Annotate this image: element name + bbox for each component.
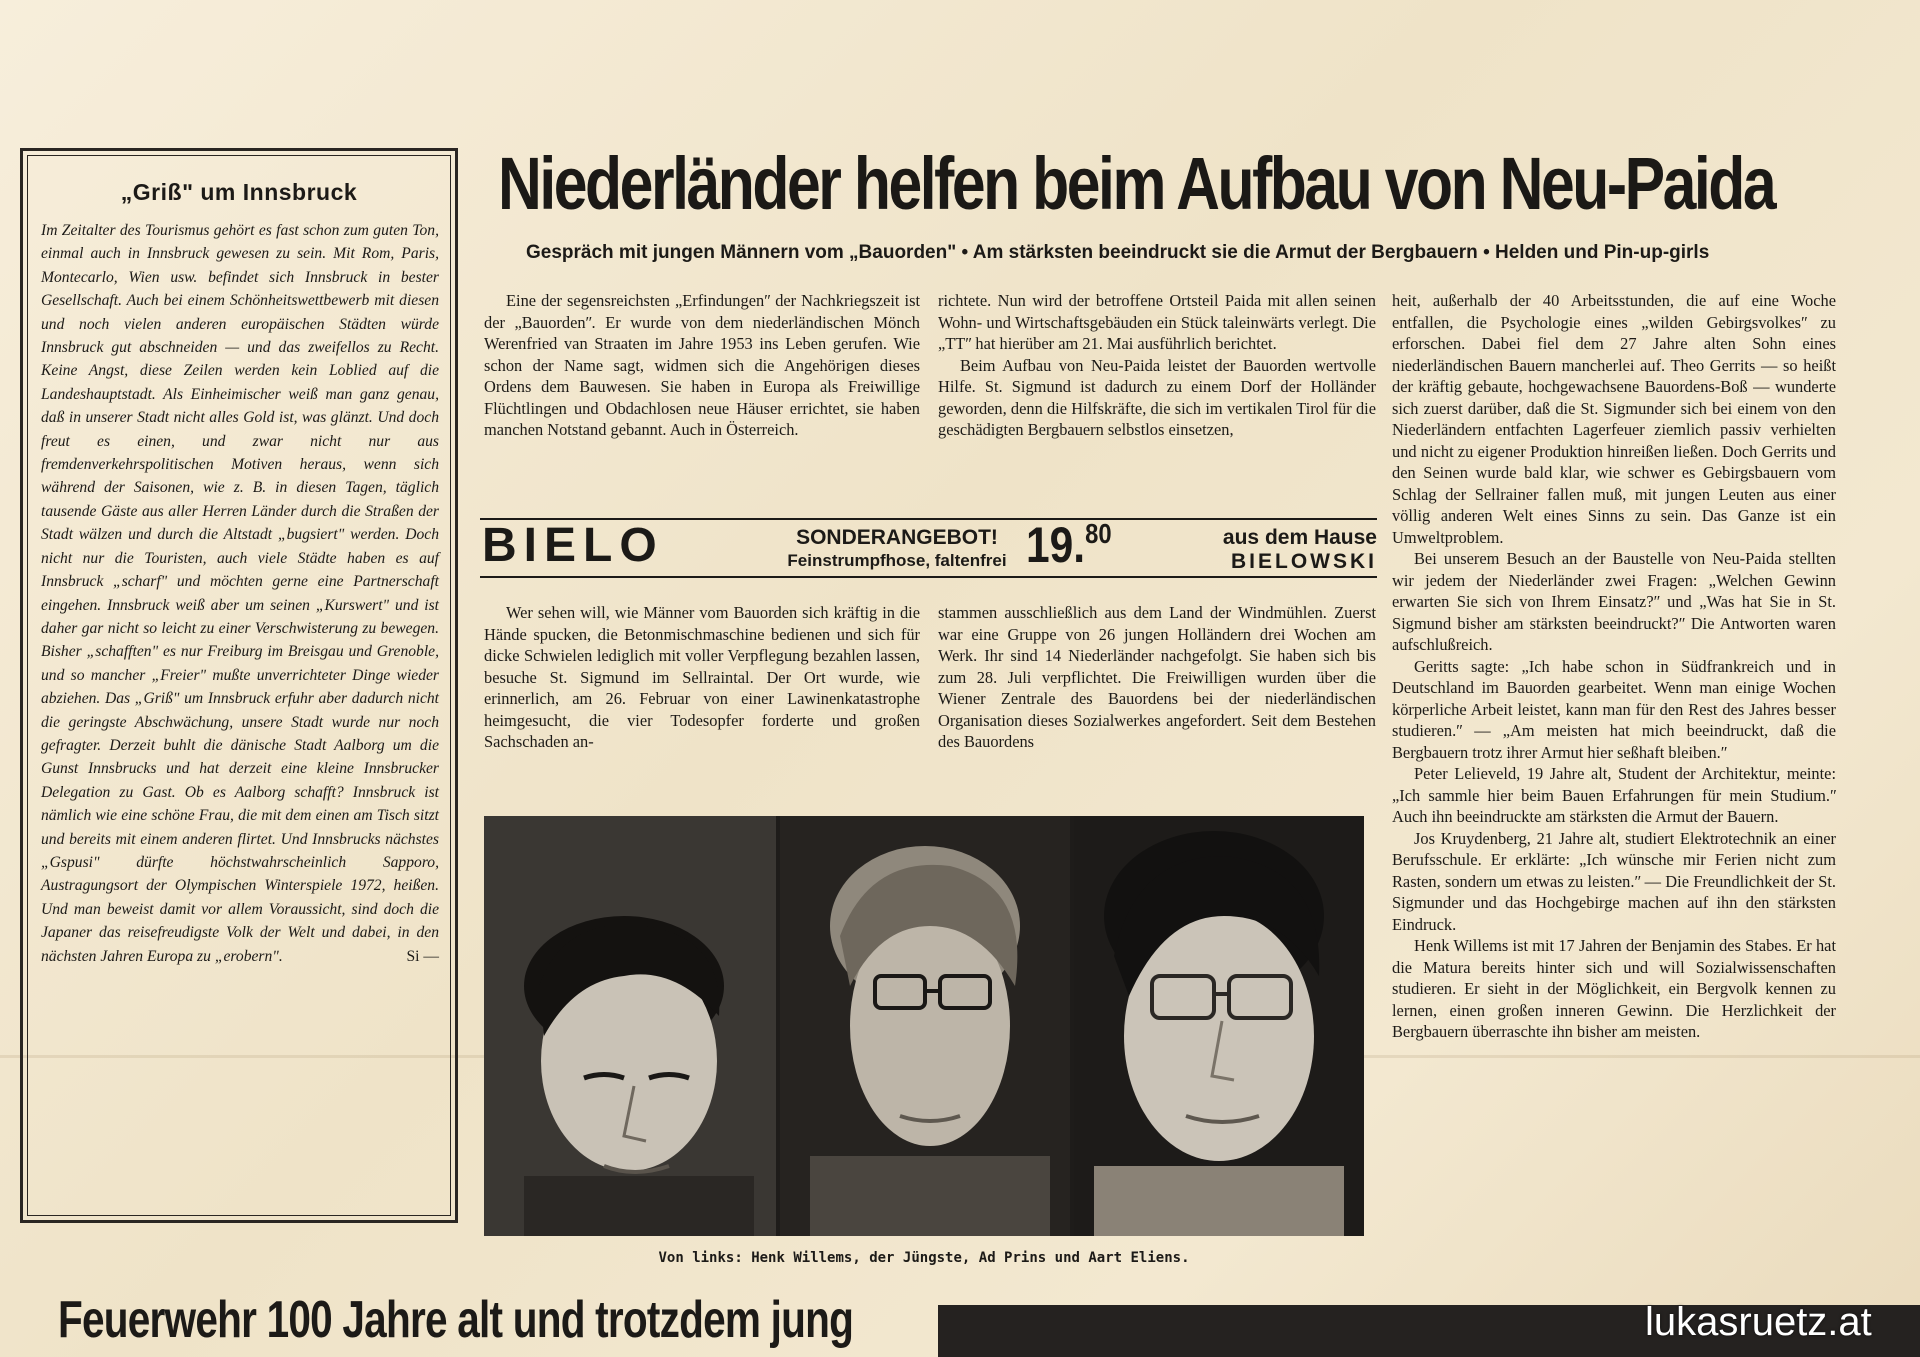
ad-house-name: BIELOWSKI (1231, 550, 1377, 573)
portrait-photo-2 (780, 816, 1070, 1236)
article-column-1-top (484, 290, 920, 441)
article-paragraph: Beim Aufbau von Neu-Paida leistet der Bauorden wertvolle Hilfe. St. Sigmund ist dadurch zu einem Dorf der Holländer geworden, denn die Hilfskräfte, die sich im vertikalen Tirol für die geschädigten Bergbauern selbstlos einsetzen, (938, 355, 1376, 439)
watermark-text: lukasruetz.at (1645, 1300, 1872, 1344)
portrait-photo-1 (484, 816, 776, 1236)
article-column-3 (1392, 290, 1836, 1043)
portrait-photo-1-image (484, 816, 776, 1236)
ad-price-main: 19. (1026, 517, 1086, 573)
ad-brand: BIELO (482, 519, 664, 572)
ad-price (1026, 516, 1112, 574)
ad-price-cents: 80 (1085, 518, 1112, 549)
article-column-2-bottom (938, 602, 1376, 753)
article-paragraph: Bei unserem Besuch an der Baustelle von Neu-Paida stellten wir jedem der Niederländer zwei Fragen: „Welchen Gewinn erwarten Sie sich von Ihrem Einsatz?ʺ und „Was hat Sie in St. Sigmund bisher am stärksten beeindruckt?ʺ Die Antworten waren aufschlußreich. (1392, 549, 1836, 654)
sidebar-title: „Grißʺ um Innsbruck (120, 179, 358, 205)
portrait-photo-3-image (1074, 816, 1364, 1236)
article-paragraph: heit, außerhalb der 40 Arbeitsstunden, die auf eine Woche entfallen, die Psychologie eines „wilden Gebirgsvolkesʺ zu erforschen. Dabei fiel dem 27 Jahre alten Sohn eines niederländischen Bauern mancherlei auf. Theo Gerrits — so heißt der kräftig gebaute, hochgewachsene Bauordens-Boß — wunderte sich zuerst darüber, daß die St. Sigmunder sich bei einem von den Niederländern entfachten Lagerfeuer ziemlich passiv verhielten und nicht zu eigener Produktion hinreißen ließen. Doch Gerrits und den Seinen wurde bald klar, wie schwer es Gebirgsbauern vom Schlag der Sellrainer fallen muß, mit jungen Leuten aus einer völlig anderen Welt eines Sinns zu sein. Das Ganze ist ein Umweltproblem. (1392, 291, 1836, 547)
ad-offer-title: SONDERANGEBOT! (796, 526, 998, 549)
photo-caption: Von links: Henk Willems, der Jüngste, Ad Prins und Aart Eliens. (658, 1250, 1190, 1266)
sidebar-column-box (20, 148, 458, 1223)
article-column-2-top (938, 290, 1376, 441)
sidebar-body (41, 219, 439, 968)
article-paragraph: stammen ausschließlich aus dem Land der Windmühlen. Zuerst war eine Gruppe von 26 jungen Holländern drei Wochen am Werk. Ihr sind 14 Niederländer nachgefolgt. Sie haben sich bis zum 28. Juli verpflichtet. Die Freiwilligen wurden über die Wiener Zentrale des Bauordens bei der niederländischen Organisation dieses Sozialwerkes angefordert. Seit dem Bestehen des Bauordens (938, 603, 1376, 751)
sidebar-text: Im Zeitalter des Tourismus gehört es fast schon zum guten Ton, einmal auch in Innsbruck gewesen zu sein. Mit Rom, Paris, Montecarlo, Wien usw. befindet sich Innsbruck in bester Gesellschaft. Auch bei einem Schönheitswettbewerb mit diesen und noch vielen anderen europäischen Städten würde Innsbruck gut abschneiden — und das zweifellos zu Recht. Keine Angst, diese Zeilen werden kein Loblied auf die Landeshauptstadt. Als Einheimischer weiß man ganz genau, daß in unserer Stadt nicht alles Gold ist, was glänzt. Und doch freut es einen, und zwar nicht nur aus fremdenverkehrspolitischen Motiven heraus, wenn sich während der Saisonen, wie z. B. in diesen Tagen, täglich tausende Gäste aus aller Herren Länder durch die Straßen der Stadt wälzen und durch die Altstadt „bugsiertʺ werden. Doch nicht nur die Touristen, auch viele Städte haben es auf Innsbruck „scharfʺ und möchten gerne eine Partnerschaft eingehen. Innsbruck weiß aber um seinen „Kurswertʺ und ist daher gar nicht so leicht zu einer Verschwisterung zu bewegen. Bisher „schafftenʺ es nur Freiburg im Breisgau und Grenoble, und so mancher „Freierʺ mußte unverrichteter Dinge wieder abziehen. Das „Grißʺ um Innsbruck erfuhr aber dadurch nicht die geringste Abschwächung, unsere Stadt wurde nur noch gefragter. Derzeit buhlt die dänische Stadt Aalborg um die Gunst Innsbrucks und hat derzeit eine kleine Innsbrucker Delegation zu Gast. Ob es Aalborg schafft? Innsbruck ist nämlich wie eine schöne Frau, die mit dem einen am Tisch sitzt und bereits mit einem anderen flirtet. Und Innsbrucks nächstes „Gspusiʺ dürfte höchstwahrscheinlich Sapporo, Austragungsort der Olympischen Winterspiele 1972, heißen. Und man beweist damit vor allem Voraussicht, sind doch die Japaner das reisefreudigste Volk der Welt und dabei, in den nächsten Jahren Europa zu „erobernʺ. (41, 222, 439, 965)
article-paragraph: Geritts sagte: „Ich habe schon in Südfrankreich und in Deutschland im Bauorden gearbeitet. Wenn man einige Wochen körperliche Arbeit leistet, kann man für den Rest des Jahres besser studieren.ʺ — „Am meisten hat mich beeindruckt, daß die Bergbauern trotz ihrer Armut hier seßhaft bleiben.ʺ (1392, 656, 1836, 762)
portrait-photo-3 (1074, 816, 1364, 1236)
bottom-article-headline: Feuerwehr 100 Jahre alt und trotzdem jung (58, 1291, 854, 1349)
portrait-photo-2-image (780, 816, 1070, 1236)
article-paragraph: Wer sehen will, wie Männer vom Bauorden sich kräftig in die Hände spucken, die Betonmischmaschine bedienen und sich für dicke Schwielen lediglich mit voller Verpflegung bezahlen lassen, besuche St. Sigmund im Sellraintal. Der Ort wurde, wie erinnerlich, am 26. Februar von einer Lawinenkatastrophe heimgesucht, die vier Todesopfer forderte und großen Sachschaden an- (484, 603, 920, 751)
ad-house-line: aus dem Hause (1222, 526, 1377, 549)
article-paragraph: Henk Willems ist mit 17 Jahren der Benjamin des Stabes. Er hat die Matura bereits hinter sich und will Sozialwissenschaften studieren. Er sieht in der Möglichkeit, ein Bergvolk kennen zu lernen, einen großen inneren Gewinn. Die Herzlichkeit der Bergbauern überraschte ihn bisher am meisten. (1392, 936, 1836, 1041)
article-column-1-bottom (484, 602, 920, 753)
bielo-advertisement (480, 518, 1377, 578)
article-subhead: Gespräch mit jungen Männern vom „Bauordenʺ • Am stärksten beeindruckt sie die Armut der Bergbauern • Helden und Pin-up-girls (526, 242, 1710, 263)
ad-offer-product: Feinstrumpfhose, faltenfrei (787, 551, 1007, 570)
article-paragraph: richtete. Nun wird der betroffene Ortsteil Paida mit allen seinen Wohn- und Wirtschaftsgebäuden ein Stück taleinwärts verlegt. Die „TTʺ hat hierüber am 21. Mai ausführlich berichtet. (938, 291, 1376, 353)
portrait-photo-strip (484, 816, 1364, 1236)
article-paragraph: Jos Kruydenberg, 21 Jahre alt, studiert Elektrotechnik an einer Berufsschule. Er erklärte: „Ich wünsche mir Ferien nicht zum Rasten, sondern um etwas zu leisten.ʺ — Die Freundlichkeit der St. Sigmunder und das Hochgebirge machen auf ihn den stärksten Eindruck. (1392, 828, 1836, 934)
sidebar-signature: Si — (406, 947, 439, 965)
article-headline: Niederländer helfen beim Aufbau von Neu-Paida (498, 142, 1775, 225)
article-paragraph: Peter Lelieveld, 19 Jahre alt, Student der Architektur, meinte: „Ich sammle hier beim Bauen Erfahrungen für mein Studium.ʺ Auch ihn beeindruckte am stärksten die Armut der Bauern. (1392, 764, 1836, 826)
article-paragraph: Eine der segensreichsten „Erfindungenʺ der Nachkriegszeit ist der „Bauordenʺ. Er wurde von dem niederländischen Mönch Werenfried van Straaten im Jahre 1953 ins Leben gerufen. Wie schon der Name sagt, widmen sich die Angehörigen dieses Ordens dem Bauwesen. Sie haben in Europa als Freiwillige Flüchtlingen und Obdachlosen neue Häuser errichtet, sie haben manchen Notstand gebannt. Auch in Österreich. (484, 291, 920, 439)
ad-offer (742, 526, 1052, 572)
ad-house (1223, 526, 1377, 574)
